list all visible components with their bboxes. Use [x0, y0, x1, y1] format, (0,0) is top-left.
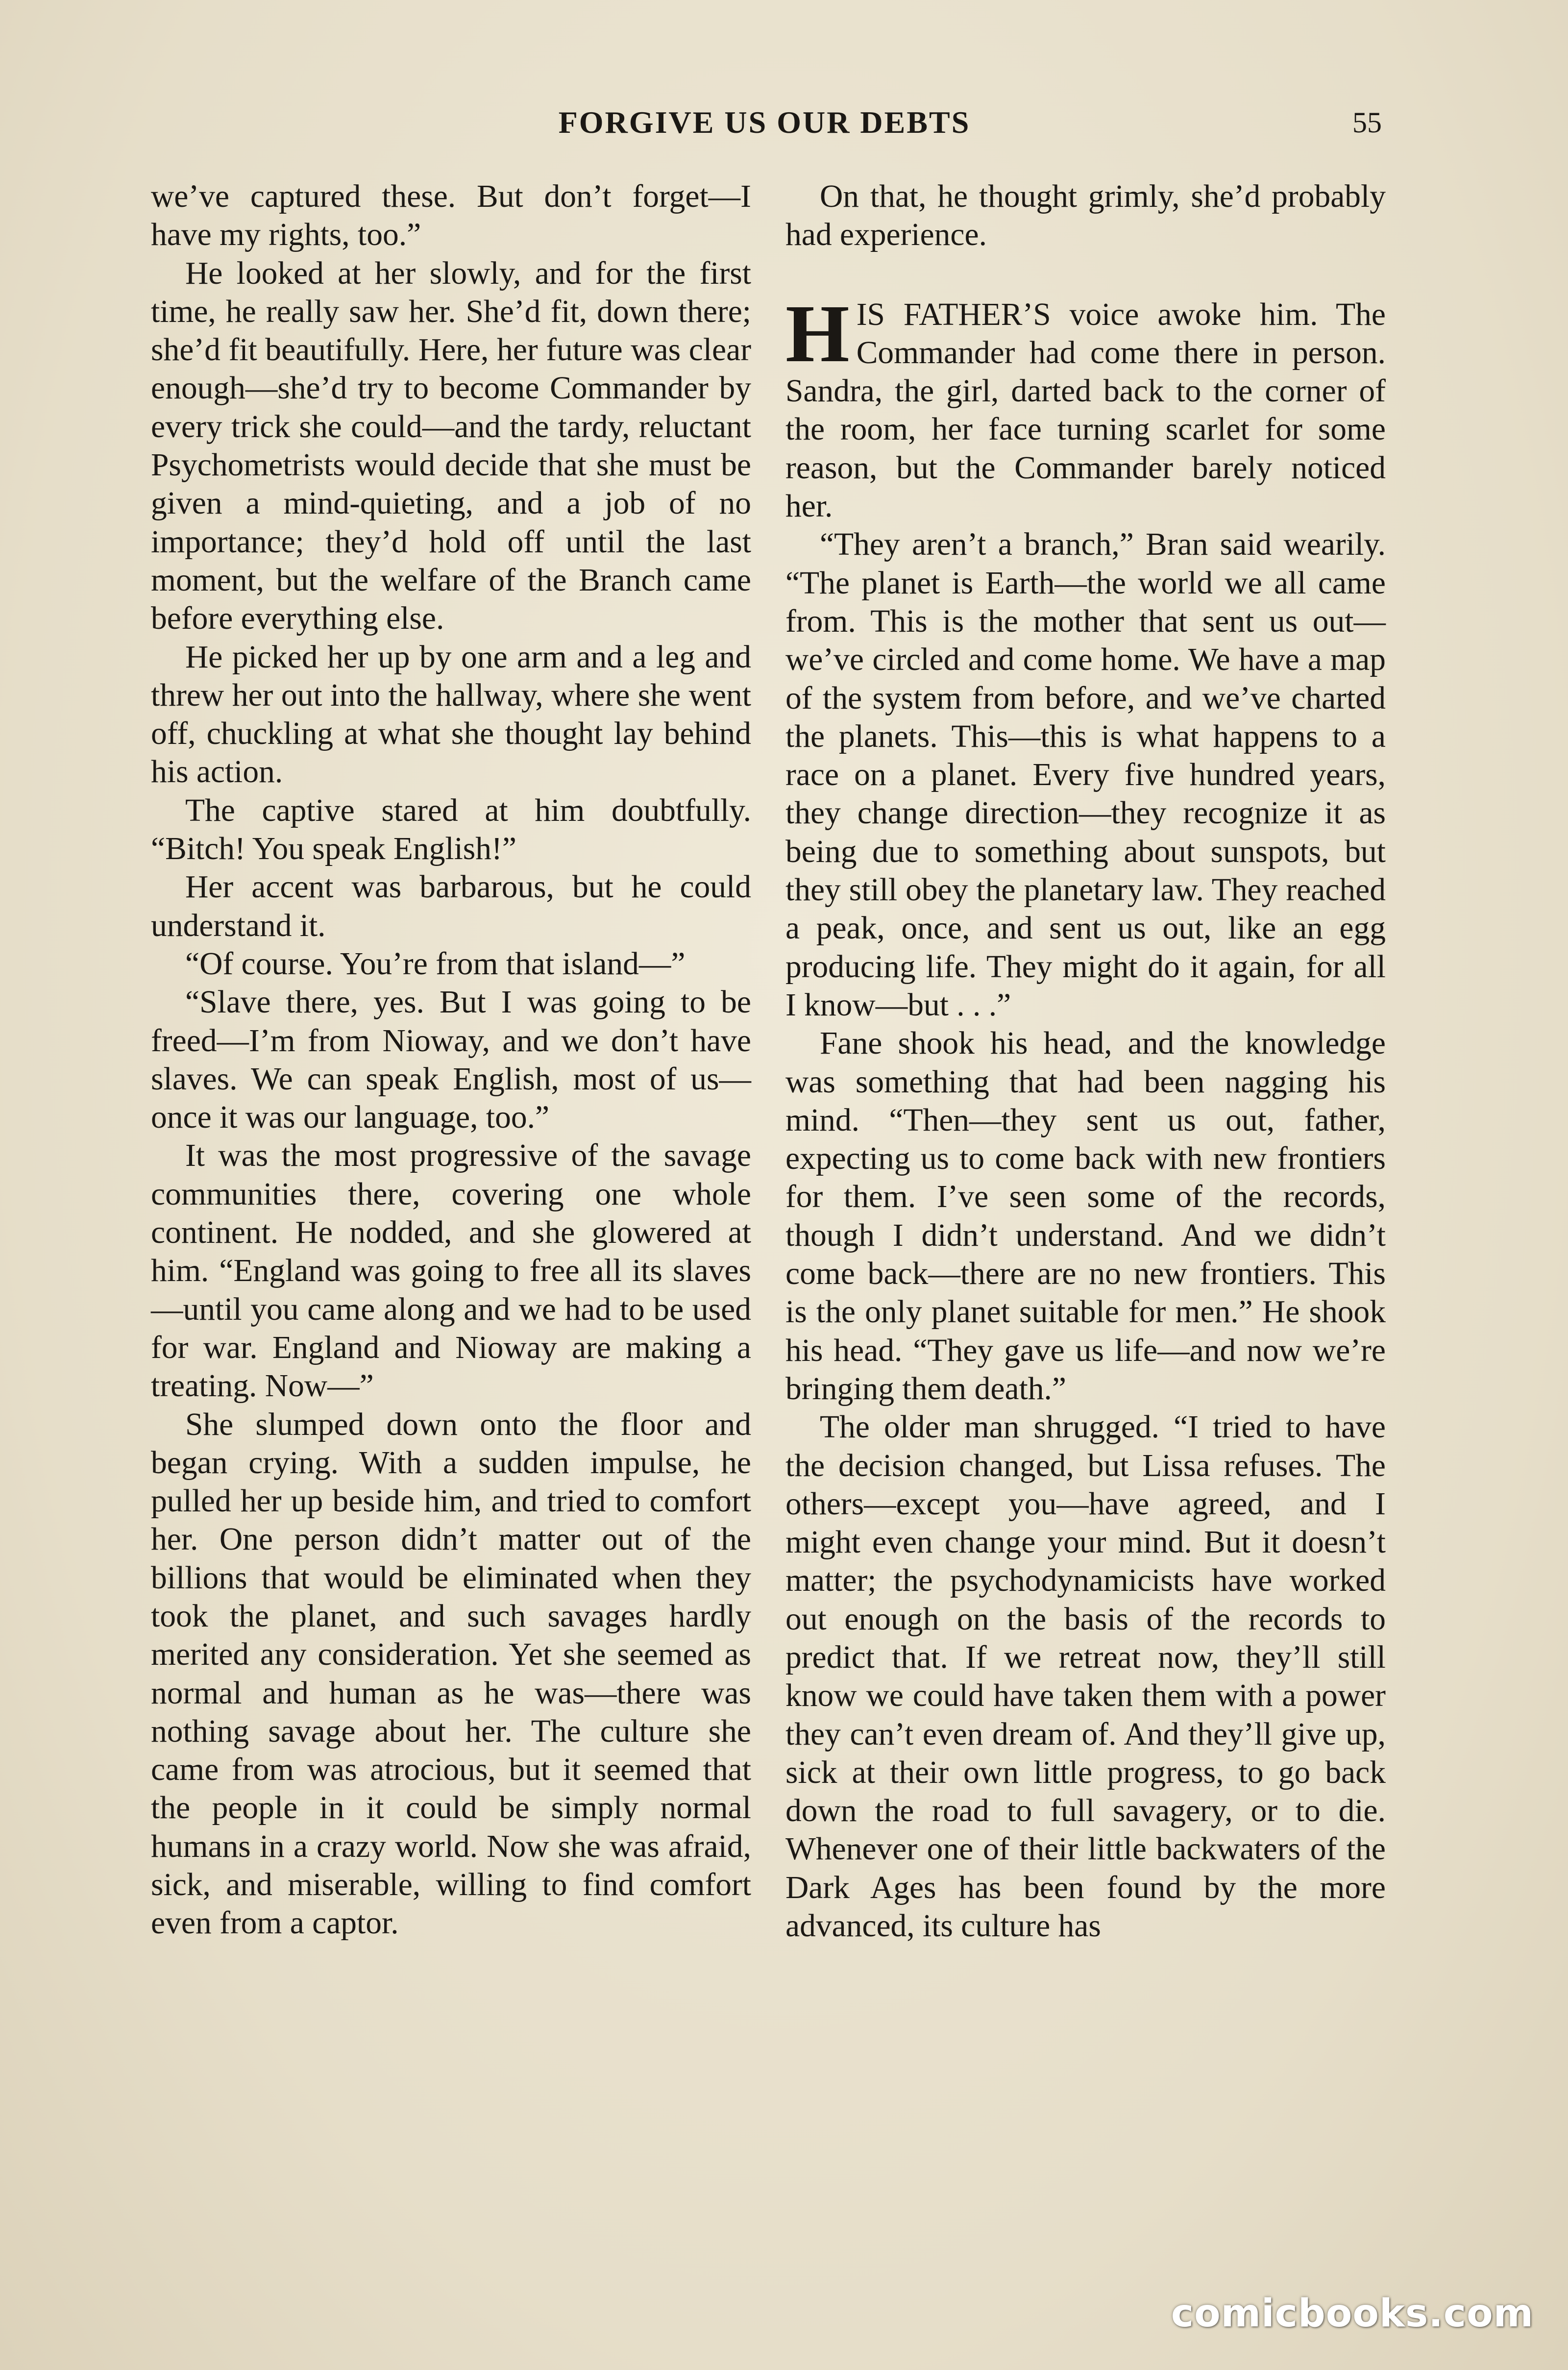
paragraph: “Slave there, yes. But I was going to be freed—I’m from Nioway, and we don’t have slaves. We can speak English, most of us—once it was our language, too.” — [151, 985, 751, 1136]
page-header — [147, 98, 1382, 152]
paragraph: “They aren’t a branch,” Bran said wearily. “The planet is Earth—the world we all came from. This is the mother that sent us out—we’ve circled and come home. We have a map of the system from before, and we’ve charted the planets. This—this is what happens to a race on a planet. Every five hundred years, they change direction—they recognize it as being due to something about sunspots, but they still obey the planetary law. They reached a peak, once, and sent us out, like an egg producing life. They might do it again, for all I know—but . . .” — [785, 527, 1386, 1023]
paragraph: Fane shook his head, and the knowledge was something that had been nagging his mind. “Then—they sent us out, father, expecting us to come back with new frontiers for them. I’ve seen some of the records, though I didn’t understand. And we didn’t come back—there are no new frontiers. This is the only planet suitable for men.” He shook his head. “They gave us life—and now we’re bringing them death.” — [785, 1026, 1386, 1407]
running-title: FORGIVE US OUR DEBTS — [558, 105, 971, 140]
paragraph: Her accent was barbarous, but he could understand it. — [151, 869, 751, 943]
drop-cap: H — [785, 288, 850, 379]
paragraph: The captive stared at him doubtfully. “Bitch! You speak English!” — [151, 792, 751, 867]
right-column — [785, 177, 1386, 1945]
page-number: 55 — [1352, 106, 1382, 139]
paragraph: The older man shrugged. “I tried to have the decision changed, but Lissa refuses. The others—except you—have agreed, and I might even change your mind. But it doesn’t matter; the psychodynamicists have worked out enough on the basis of the records to predict that. If we retreat now, they’ll still know we could have taken them with a power they can’t even dream of. And they’ll give up, sick at their own little progress, to go back down the road to full savagery, or to die. Whenever one of their little backwaters of the Dark Ages has been found by the more advanced, its culture has — [785, 1409, 1386, 1944]
paragraph: It was the most progressive of the savage communities there, covering one whole continent. He nodded, and she glowered at him. “England was going to free all its slaves—until you came along and we had to be used for war. England and Nioway are making a treating. Now—” — [151, 1138, 751, 1404]
watermark-logo: comicbooks.com — [1171, 2292, 1534, 2336]
paragraph: He picked her up by one arm and a leg and threw her out into the hallway, where she went off, chuckling at what she thought lay behind his action. — [151, 639, 751, 790]
paragraph: He looked at her slowly, and for the first time, he really saw her. She’d fit, down there; she’d fit beautifully. Here, her future was clear enough—she’d try to become Commander by every trick she could—and the tardy, reluctant Psychometrists would decide that she must be given a mind-quieting, and a job of no importance; they’d hold off until the last moment, but the welfare of the Branch came before everything else. — [151, 255, 751, 637]
section-opening-paragraph — [785, 288, 1386, 526]
paragraph: we’ve captured these. But don’t forget—I have my rights, too.” — [151, 179, 751, 253]
paragraph: “Of course. You’re from that island—” — [185, 946, 686, 982]
section-opening-text: IS FATHER’S voice awoke him. The Commander had come there in person. Sandra, the girl, darted back to the corner of the room, her face turning scarlet for some reason, but the Commander barely noticed her. — [785, 296, 1386, 524]
left-column — [151, 177, 751, 1943]
paragraph: She slumped down onto the floor and began crying. With a sudden impulse, he pulled her up beside him, and tried to comfort her. One person didn’t matter out of the billions that would be eliminated when they took the planet, and such savages hardly merited any consideration. Yet she seemed as normal and human as he was—there was nothing savage about her. The culture she came from was atrocious, but it seemed that the people in it could be simply normal humans in a crazy world. Now she was afraid, sick, and miserable, willing to find comfort even from a captor. — [151, 1407, 751, 1941]
paragraph: On that, he thought grimly, she’d probably had experience. — [785, 179, 1386, 253]
